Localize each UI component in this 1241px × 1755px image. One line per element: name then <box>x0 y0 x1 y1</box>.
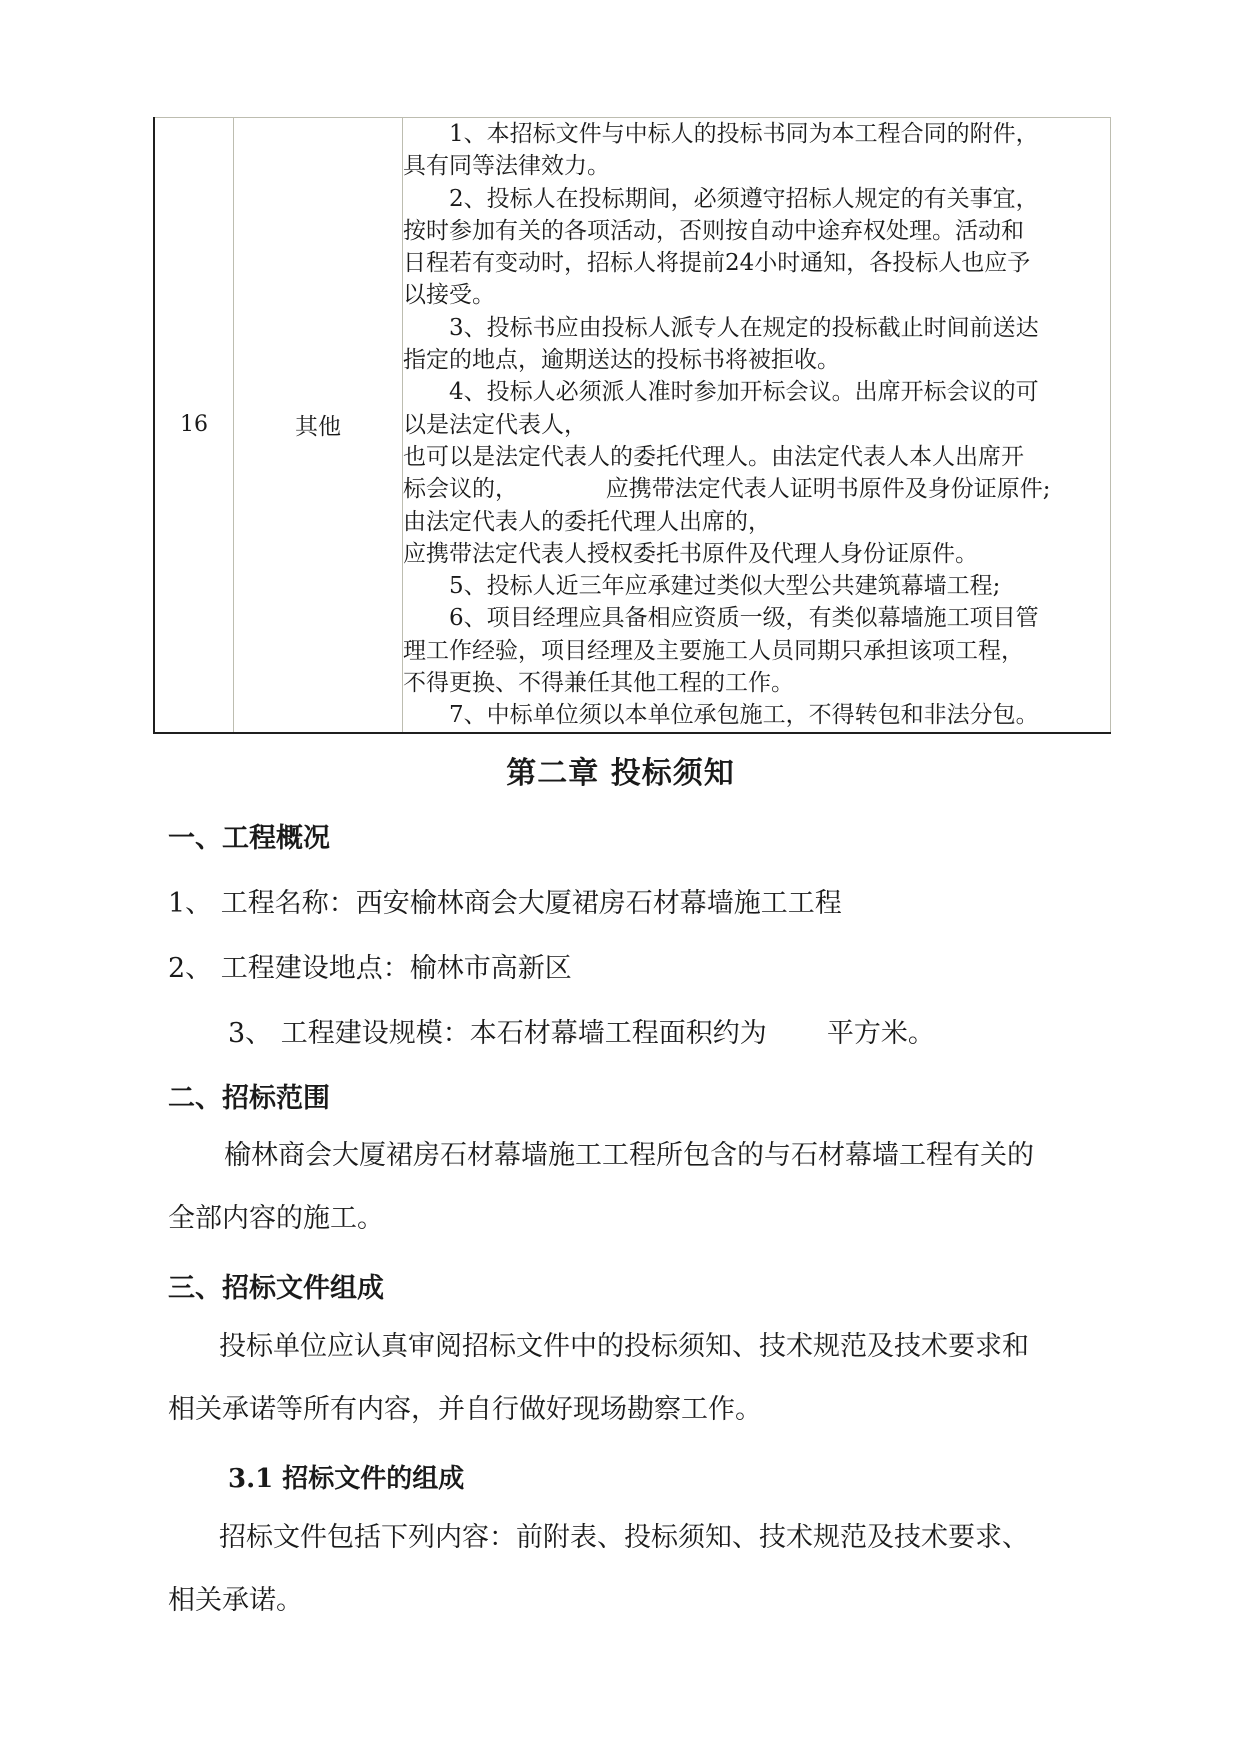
section2-line2: 全部内容的施工。 <box>168 1203 384 1234</box>
content-line: 日程若有变动时，招标人将提前24小时通知，各投标人也应予 <box>403 250 1031 277</box>
content-line: 由法定代表人的委托代理人出席的， <box>403 508 771 535</box>
row-content-cell <box>403 118 1111 733</box>
content-lines <box>403 118 1110 732</box>
subsection-line2: 相关承诺。 <box>168 1585 303 1616</box>
section2-heading: 二、招标范围 <box>168 1083 330 1114</box>
content-line: 应携带法定代表人授权委托书原件及代理人身份证原件。 <box>403 540 978 567</box>
subsection-paragraph <box>168 1506 1108 1632</box>
row-number-cell: 16 <box>154 118 234 733</box>
project-location-item: 2、 工程建设地点：榆林市高新区 <box>168 953 572 984</box>
section3-line1: 投标单位应认真审阅招标文件中的投标须知、技术规范及技术要求和 <box>219 1331 1029 1362</box>
chapter-title: 第二章 投标须知 <box>506 756 735 791</box>
content-line: 具有同等法律效力。 <box>403 153 610 180</box>
content-line: 标会议的， 应携带法定代表人证明书原件及身份证原件; <box>403 476 1051 503</box>
content-line: 理工作经验，项目经理及主要施工人员同期只承担该项工程， <box>403 637 1024 664</box>
project-name-item: 1、 工程名称：西安榆林商会大厦裙房石材幕墙施工工程 <box>168 888 842 919</box>
content-line: 6、项目经理应具备相应资质一级，有类似幕墙施工项目管 <box>449 605 1039 632</box>
section3-paragraph <box>168 1315 1108 1441</box>
content-line: 也可以是法定代表人的委托代理人。由法定代表人本人出席开 <box>403 443 1024 470</box>
content-line: 指定的地点，逾期送达的投标书将被拒收。 <box>403 347 840 374</box>
content-line: 5、投标人近三年应承建过类似大型公共建筑幕墙工程; <box>449 573 1001 600</box>
content-line: 3、投标书应由投标人派专人在规定的投标截止时间前送达 <box>449 314 1039 341</box>
section2-line1: 榆林商会大厦裙房石材幕墙施工工程所包含的与石材幕墙工程有关的 <box>224 1140 1034 1171</box>
project-scale-item: 3、 工程建设规模：本石材幕墙工程面积约为 平方米。 <box>228 1018 935 1049</box>
subsection-line1: 招标文件包括下列内容：前附表、投标须知、技术规范及技术要求、 <box>219 1522 1029 1553</box>
content-line: 以接受。 <box>403 282 495 309</box>
content-line: 4、投标人必须派人准时参加开标会议。出席开标会议的可 <box>449 379 1039 406</box>
section3-heading: 三、招标文件组成 <box>168 1273 384 1304</box>
section2-paragraph <box>168 1124 1108 1250</box>
content-line: 不得更换、不得兼任其他工程的工作。 <box>403 670 794 697</box>
subsection-heading: 3.1 招标文件的组成 <box>228 1464 465 1494</box>
content-line: 按时参加有关的各项活动，否则按自动中途弃权处理。活动和 <box>403 217 1024 244</box>
content-line: 1、本招标文件与中标人的投标书同为本工程合同的附件， <box>449 121 1039 147</box>
table-row <box>154 118 1111 733</box>
section1-heading: 一、工程概况 <box>168 823 330 854</box>
content-line: 以是法定代表人， <box>403 411 587 438</box>
content-line: 7、中标单位须以本单位承包施工，不得转包和非法分包。 <box>449 702 1039 729</box>
section3-line2: 相关承诺等所有内容，并自行做好现场勘察工作。 <box>168 1394 762 1425</box>
row-item-cell: 其他 <box>234 118 403 733</box>
bid-terms-table <box>153 117 1111 734</box>
content-line: 2、投标人在投标期间，必须遵守招标人规定的有关事宜， <box>449 185 1039 212</box>
